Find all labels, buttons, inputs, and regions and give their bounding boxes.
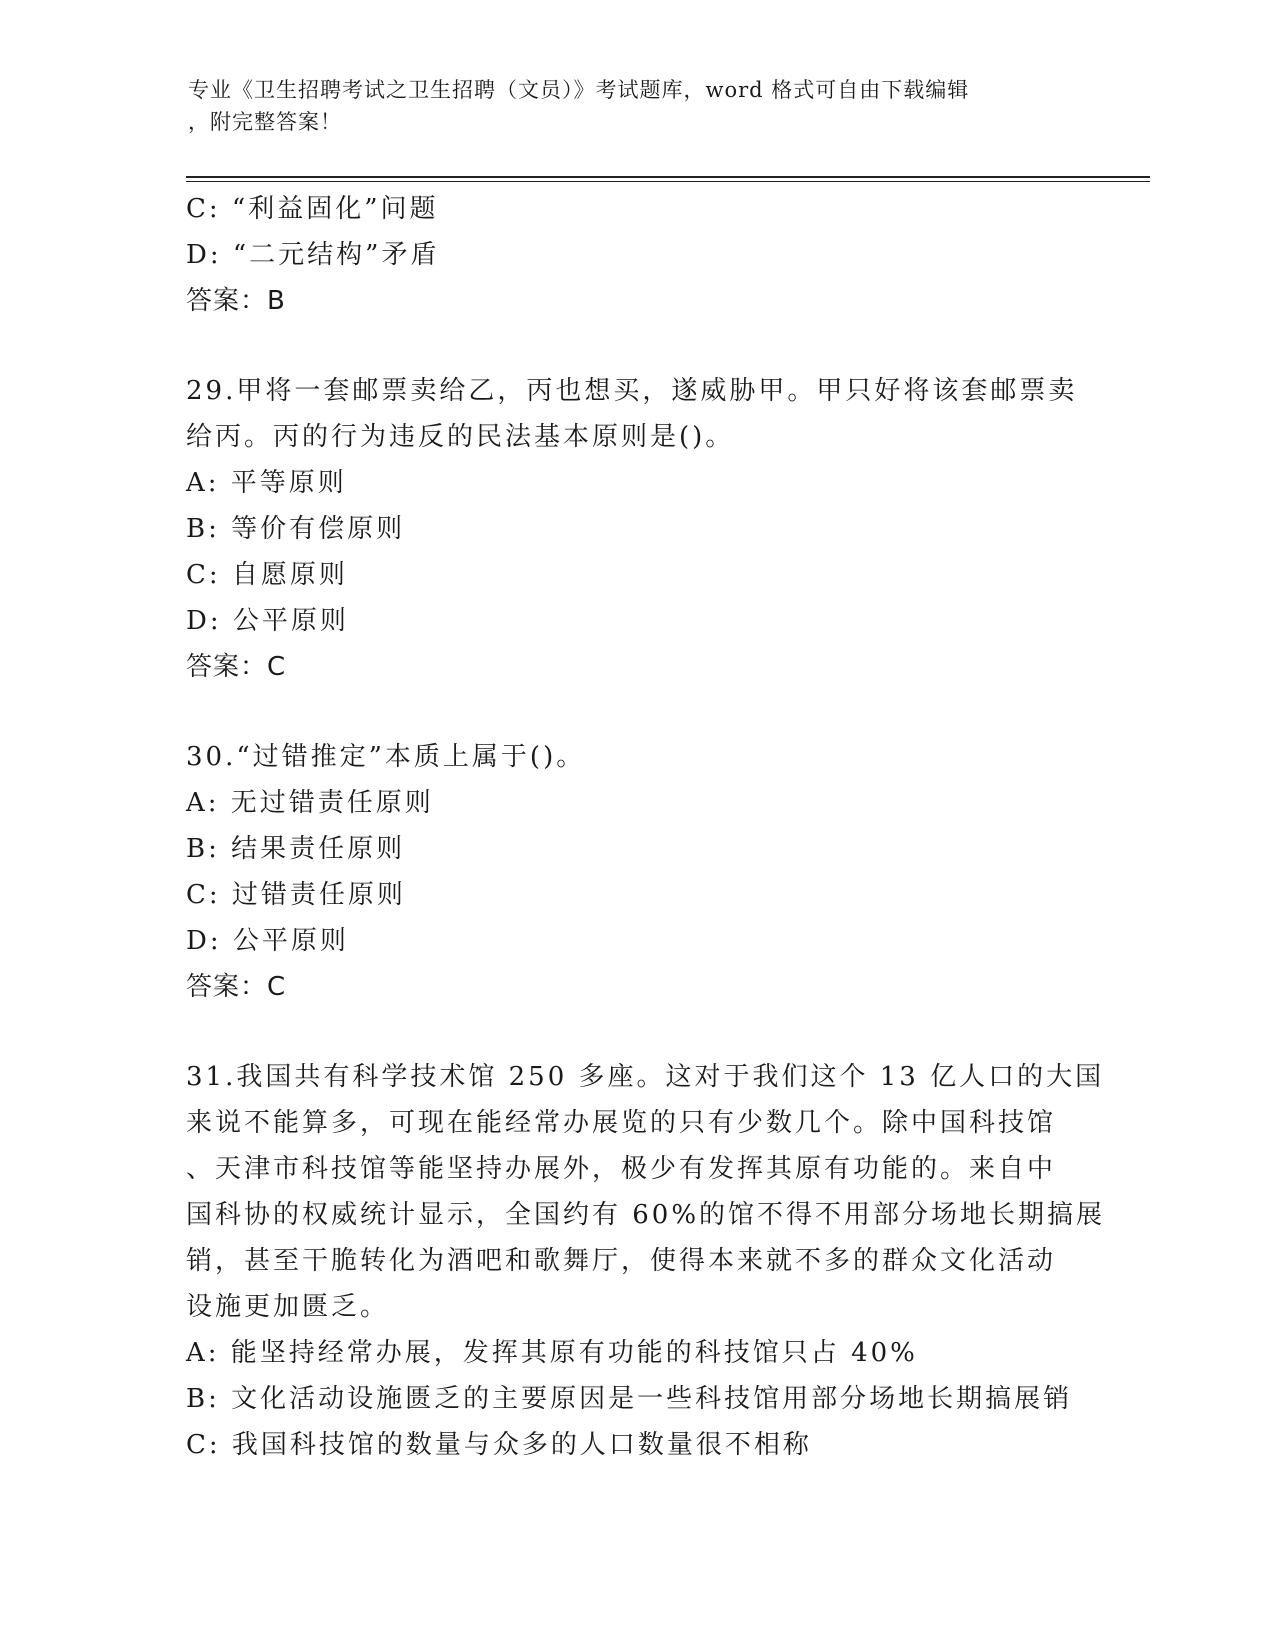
option-d: D: 公平原则: [186, 926, 349, 956]
page-header: [188, 74, 1088, 138]
question-stem-line: 30.“过错推定”本质上属于()。: [186, 742, 586, 772]
question-stem-line: 29.甲将一套邮票卖给乙，丙也想买，遂威胁甲。甲只好将该套邮票卖: [186, 376, 1078, 406]
option-d: D: 公平原则: [186, 606, 349, 636]
header-line-1: 专业《卫生招聘考试之卫生招聘（文员）》考试题库，word 格式可自由下载编辑: [188, 78, 970, 102]
option-a: A: 能坚持经常办展，发挥其原有功能的科技馆只占 40%: [186, 1338, 918, 1368]
question-28-tail: [186, 186, 1086, 324]
option-b: B: 等价有偿原则: [186, 514, 406, 544]
question-stem-line: 来说不能算多，可现在能经常办展览的只有少数几个。除中国科技馆: [186, 1108, 1057, 1138]
option-c: C: 自愿原则: [186, 560, 348, 590]
header-rule-thick: [186, 176, 1150, 178]
answer-line: 答案：C: [186, 652, 287, 682]
question-stem-line: 给丙。丙的行为违反的民法基本原则是()。: [186, 422, 735, 452]
question-list: [186, 186, 1106, 1468]
answer-line: 答案：B: [186, 286, 286, 316]
question-stem-line: 设施更加匮乏。: [186, 1292, 390, 1322]
option-d: D: “二元结构”矛盾: [186, 240, 440, 270]
option-a: A: 平等原则: [186, 468, 347, 498]
answer-line: 答案：C: [186, 972, 287, 1002]
header-rule-thin: [186, 181, 1150, 182]
option-c: C: 过错责任原则: [186, 880, 406, 910]
question-30: [186, 734, 1086, 1010]
question-stem-line: 销，甚至干脆转化为酒吧和歌舞厅，使得本来就不多的群众文化活动: [186, 1246, 1057, 1276]
option-a: A: 无过错责任原则: [186, 788, 434, 818]
question-stem-line: 国科协的权威统计显示，全国约有 60%的馆不得不用部分场地长期搞展: [186, 1200, 1106, 1230]
option-c: C: “利益固化”问题: [186, 194, 439, 224]
question-29: [186, 368, 1086, 690]
header-line-2: ，附完整答案！: [188, 110, 342, 134]
question-stem-line: 、天津市科技馆等能坚持办展外，极少有发挥其原有功能的。来自中: [186, 1154, 1057, 1184]
option-b: B: 文化活动设施匮乏的主要原因是一些科技馆用部分场地长期搞展销: [186, 1384, 1073, 1414]
question-31: [186, 1054, 1106, 1468]
question-stem-line: 31.我国共有科学技术馆 250 多座。这对于我们这个 13 亿人口的大国: [186, 1062, 1105, 1092]
option-b: B: 结果责任原则: [186, 834, 406, 864]
option-c: C: 我国科技馆的数量与众多的人口数量很不相称: [186, 1430, 812, 1460]
